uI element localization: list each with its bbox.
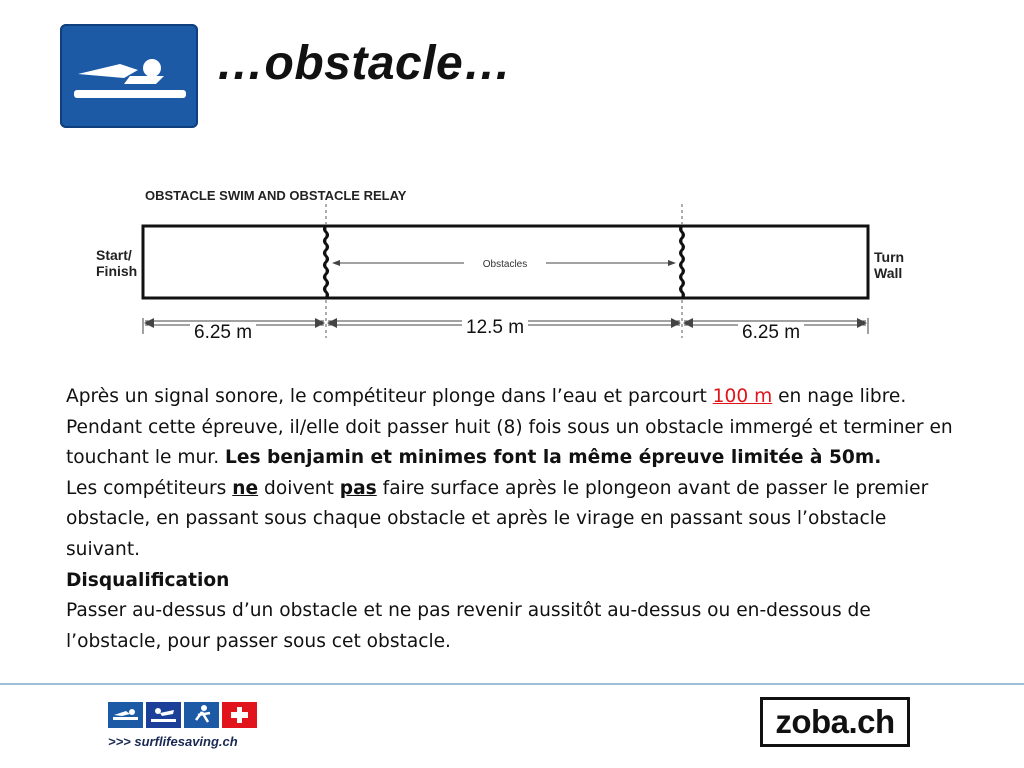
page-title: …obstacle… [216, 37, 512, 90]
swiss-cross-icon [222, 702, 257, 728]
obstacle-net-left [325, 226, 328, 298]
swim-icon [108, 702, 143, 728]
p2-text-c: faire surface après le plongeon avant de passer le premier obstacle, en passant sous chaque obstacle et après le virage en passant sous l’obstacle suivant. [66, 477, 929, 560]
p2-text-b: doivent [258, 477, 340, 499]
p2-text-a: Les compétiteurs [66, 477, 233, 499]
surflifesaving-url[interactable]: >>> surflifesaving.ch [108, 734, 238, 749]
p1-bold-note: Les benjamin et minimes font la même épreuve limitée à 50m. [225, 447, 882, 469]
p2-emphasis-ne: ne [232, 477, 259, 499]
obstacles-label: Obstacles [482, 259, 528, 270]
runner-icon [184, 702, 219, 728]
paragraph-1 [66, 382, 966, 474]
p1-text-a: Après un signal sonore, le compétiteur plonge dans l’eau et parcourt [66, 386, 713, 407]
measure-left: 6.25 m [190, 322, 256, 344]
obstacle-net-right [681, 226, 684, 298]
disqualification-text: Passer au-dessus d’un obstacle et ne pas revenir aussitôt au-dessus ou en-dessous de l’obstacle, pour passer sous cet obstacle. [66, 600, 871, 652]
diagram-heading: OBSTACLE SWIM AND OBSTACLE RELAY [145, 188, 407, 203]
measure-right: 6.25 m [738, 322, 804, 344]
paragraph-2 [66, 474, 966, 566]
measure-middle: 12.5 m [462, 317, 528, 339]
zoba-logo[interactable]: zoba.ch [760, 697, 910, 747]
distance-link[interactable]: 100 m [712, 386, 773, 407]
pool-diagram [90, 178, 920, 348]
p2-emphasis-pas: pas [339, 477, 377, 499]
turn-label-2: Wall [874, 265, 903, 281]
footer-divider [0, 683, 1024, 685]
p1-text-b: en nage libre. Pendant cette épreuve, il/elle doit passer huit (8) fois sous un obstacle immergé et terminer en touchant le mur. [66, 386, 953, 469]
body-text [66, 382, 966, 657]
start-label-1: Start/ [96, 247, 132, 263]
swimmer-icon [60, 24, 198, 128]
disqualification-heading: Disqualification [66, 569, 230, 591]
swimmer-logo [60, 24, 198, 128]
turn-label-1: Turn [874, 249, 905, 265]
rescue-icon [146, 702, 181, 728]
start-label-2: Finish [96, 263, 138, 279]
